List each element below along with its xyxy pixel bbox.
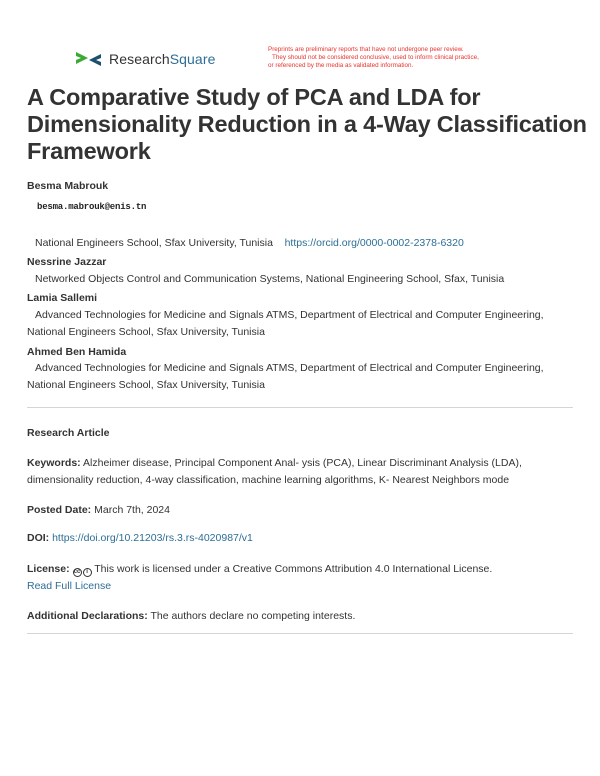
read-full-license-link[interactable]: Read Full License <box>27 580 112 592</box>
declarations-label: Additional Declarations: <box>27 610 148 622</box>
logo-wordmark: ResearchSquare <box>109 51 216 67</box>
author-name: Ahmed Ben Hamida <box>27 346 127 358</box>
article-type: Research Article <box>27 427 110 439</box>
orcid-link[interactable]: https://orcid.org/0000-0002-2378-6320 <box>284 237 464 249</box>
author-name: Lamia Sallemi <box>27 292 98 304</box>
keywords-label: Keywords: <box>27 457 81 469</box>
paper-title: A Comparative Study of PCA and LDA for Dimensionality Reduction in a 4-Way Classification Framework <box>27 84 587 164</box>
keywords-text: Alzheimer disease, Principal Component Anal- ysis (PCA), Linear Discriminant Analysis (LDA), dimensionality reduction, 4-way classification, machine learning algorithms, K- Nearest Neighbors mode <box>27 457 522 486</box>
author-affiliation: Networked Objects Control and Communication Systems, National Engineering School, Sfax, Tunisia <box>35 273 505 285</box>
doi-link[interactable]: https://doi.org/10.21203/rs.3.rs-4020987/v1 <box>52 532 253 544</box>
preprint-notice-line: They should not be considered conclusive, used to inform clinical practice, <box>272 54 479 62</box>
research-square-logo-icon <box>74 47 103 71</box>
preprint-notice <box>268 46 548 71</box>
posted-date-label: Posted Date: <box>27 504 92 516</box>
license <box>27 561 577 595</box>
author-affiliation: National Engineers School, Sfax University, Tunisia https://orcid.org/0000-0002-2378-6320 <box>35 237 464 249</box>
author-email[interactable]: besma.mabrouk@enis.tn <box>37 202 147 212</box>
author-name: Besma Mabrouk <box>27 180 109 192</box>
doi-label: DOI: <box>27 532 50 544</box>
license-text: This work is licensed under a Creative Commons Attribution 4.0 International License. <box>94 563 493 575</box>
keywords <box>27 455 577 489</box>
research-square-logo[interactable] <box>74 47 215 71</box>
cc-by-icon: cc i <box>73 568 92 577</box>
divider <box>27 407 573 408</box>
author-affiliation: Advanced Technologies for Medicine and Signals ATMS, Department of Electrical and Computer Engineering, National Engineers School, Sfax University, Tunisia <box>27 362 544 391</box>
posted-date <box>27 502 577 519</box>
posted-date-value: March 7th, 2024 <box>94 504 170 516</box>
author-affiliation: Advanced Technologies for Medicine and Signals ATMS, Department of Electrical and Computer Engineering, National Engineers School, Sfax University, Tunisia <box>27 309 544 338</box>
doi <box>27 530 577 547</box>
license-label: License: <box>27 563 70 575</box>
author-name: Nessrine Jazzar <box>27 256 107 268</box>
preprint-notice-line: or referenced by the media as validated information. <box>268 62 414 70</box>
preprint-notice-line: Preprints are preliminary reports that have not undergone peer review. <box>268 46 464 53</box>
additional-declarations <box>27 608 577 625</box>
declarations-text: The authors declare no competing interests. <box>150 610 356 622</box>
divider <box>27 633 573 634</box>
